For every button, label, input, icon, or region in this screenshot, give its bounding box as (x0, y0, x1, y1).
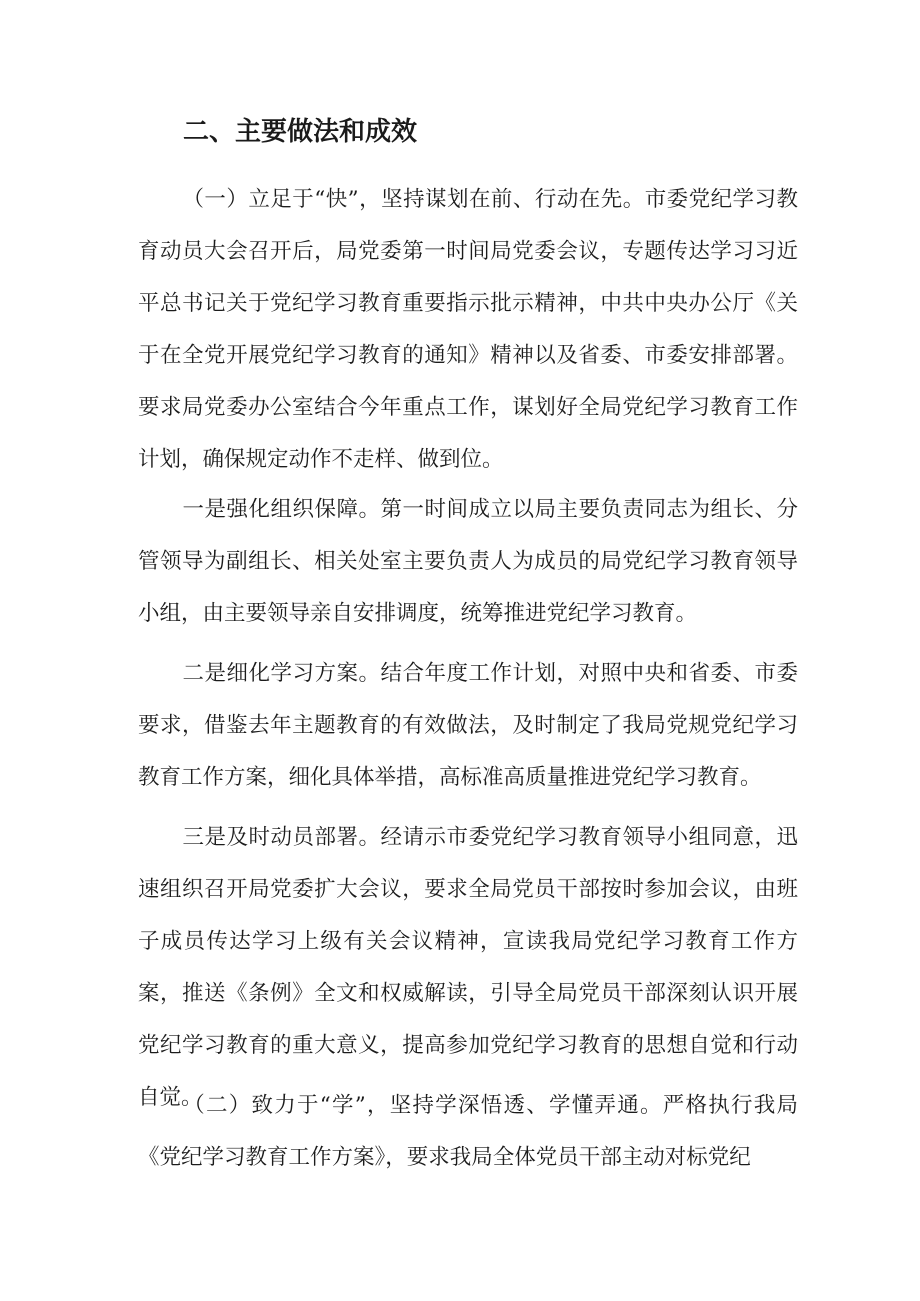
paragraph-4-text: 三是及时动员部署。经请示市委党纪学习教育领导小组同意，迅速组织召开局党委扩大会议，要求全局党员干部按时参加会议，由班子成员传达学习上级有关会议精神，宣读我局党纪学习教育工作方案，推送《条例》全文和权威解读，引导全局党员干部深刻认识开展党纪学习教育的重大意义，提高参加党纪学习教育的思想自觉和行动自觉。 (138, 825, 798, 1110)
paragraph-1-text: （一）立足于“快”，坚持谋划在前、行动在先。市委党纪学习教育动员大会召开后，局党委第一时间局党委会议，专题传达学习习近平总书记关于党纪学习教育重要指示批示精神，中共中央办公厅《关于在全党开展党纪学习教育的通知》精神以及省委、市委安排部署。要求局党委办公室结合今年重点工作，谋划好全局党纪学习教育工作计划，确保规定动作不走样、做到位。 (138, 187, 798, 472)
paragraph-3-text: 二是细化学习方案。结合年度工作计划，对照中央和省委、市委要求，借鉴去年主题教育的有效做法，及时制定了我局党规党纪学习教育工作方案，细化具体举措，高标准高质量推进党纪学习教育。 (138, 661, 798, 790)
paragraph-3 (138, 648, 798, 804)
paragraph-5-text: （二）致力于“学”，坚持学深悟透、学懂弄通。严格执行我局《党纪学习教育工作方案》，要求我局全体党员干部主动对标党纪 (138, 1093, 798, 1170)
paragraph-2 (138, 484, 798, 640)
paragraph-1 (138, 174, 798, 486)
paragraph-2-text: 一是强化组织保障。第一时间成立以局主要负责同志为组长、分管领导为副组长、相关处室主要负责人为成员的局党纪学习教育领导小组，由主要领导亲自安排调度，统筹推进党纪学习教育。 (138, 497, 798, 626)
section-heading: 二、主要做法和成效 (183, 117, 418, 147)
paragraph-4 (138, 812, 798, 1124)
paragraph-5 (138, 1080, 798, 1184)
